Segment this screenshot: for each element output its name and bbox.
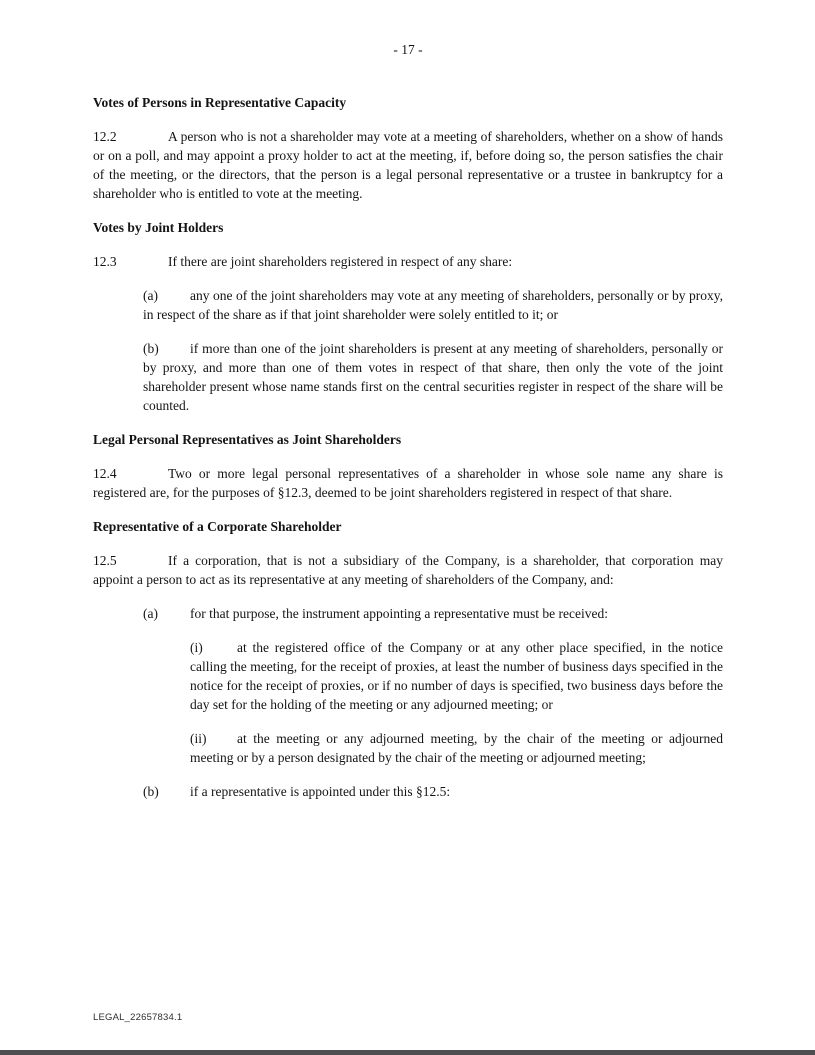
list-item-12-3-a xyxy=(143,286,723,324)
list-item-12-3-b xyxy=(143,339,723,415)
list-item-text: at the meeting or any adjourned meeting, by the chair of the meeting or adjourned meeting or by a person designated by the chair of the meeting or adjourned meeting; xyxy=(190,731,723,765)
list-item-12-5-b xyxy=(143,782,723,801)
paragraph-text: If a corporation, that is not a subsidiary of the Company, is a shareholder, that corporation may appoint a person to act as its representative at any meeting of shareholders of the Company, and: xyxy=(93,553,723,587)
paragraph-12-3 xyxy=(93,252,723,271)
scan-edge-artifact xyxy=(0,1050,815,1055)
heading-legal-personal-representatives: Legal Personal Representatives as Joint Shareholders xyxy=(93,432,402,447)
heading-votes-representative-capacity: Votes of Persons in Representative Capacity xyxy=(93,95,347,110)
heading-votes-by-joint-holders: Votes by Joint Holders xyxy=(93,220,224,235)
list-marker: (i) xyxy=(190,640,203,655)
paragraph-number: 12.5 xyxy=(93,553,117,568)
paragraph-number: 12.3 xyxy=(93,254,117,269)
list-marker: (b) xyxy=(143,784,159,799)
paragraph-text: Two or more legal personal representatives of a shareholder in whose sole name any share is registered are, for the purposes of §12.3, deemed to be joint shareholders registered in respect of that share. xyxy=(93,466,723,500)
list-item-12-5-a-i xyxy=(190,638,723,714)
list-marker: (ii) xyxy=(190,731,207,746)
list-marker: (a) xyxy=(143,606,158,621)
paragraph-text: A person who is not a shareholder may vote at a meeting of shareholders, whether on a show of hands or on a poll, and may appoint a proxy holder to act at the meeting, if, before doing so, the person satisfies the chair of the meeting, or the directors, that the person is a legal personal representative or a trustee in bankruptcy for a shareholder who is entitled to vote at the meeting. xyxy=(93,129,723,201)
paragraph-number: 12.4 xyxy=(93,466,117,481)
list-item-text: at the registered office of the Company or at any other place specified, in the notice calling the meeting, for the receipt of proxies, at least the number of business days specified in the notice for the receipt of proxies, or if no number of days is specified, two business days before the day set for the holding of the meeting or any adjourned meeting; or xyxy=(190,640,723,712)
list-marker: (b) xyxy=(143,341,159,356)
heading-representative-corporate-shareholder: Representative of a Corporate Shareholder xyxy=(93,519,342,534)
paragraph-12-2 xyxy=(93,127,723,203)
paragraph-12-5 xyxy=(93,551,723,589)
paragraph-12-4 xyxy=(93,464,723,502)
list-item-text: for that purpose, the instrument appointing a representative must be received: xyxy=(190,606,608,621)
page-number: - 17 - xyxy=(393,42,423,57)
paragraph-text: If there are joint shareholders registered in respect of any share: xyxy=(168,254,513,269)
list-item-text: if more than one of the joint shareholders is present at any meeting of shareholders, personally or by proxy, and more than one of them votes in respect of that share, then only the vote of the joint shareholder present whose name stands first on the central securities register in respect of the share will be counted. xyxy=(143,341,723,413)
paragraph-number: 12.2 xyxy=(93,129,117,144)
list-item-text: any one of the joint shareholders may vote at any meeting of shareholders, personally or by proxy, in respect of the share as if that joint shareholder were solely entitled to it; or xyxy=(143,288,723,322)
list-item-text: if a representative is appointed under this §12.5: xyxy=(190,784,451,799)
list-item-12-5-a xyxy=(143,604,723,623)
list-marker: (a) xyxy=(143,288,158,303)
list-item-12-5-a-ii xyxy=(190,729,723,767)
document-footer-id: LEGAL_22657834.1 xyxy=(93,1012,183,1023)
